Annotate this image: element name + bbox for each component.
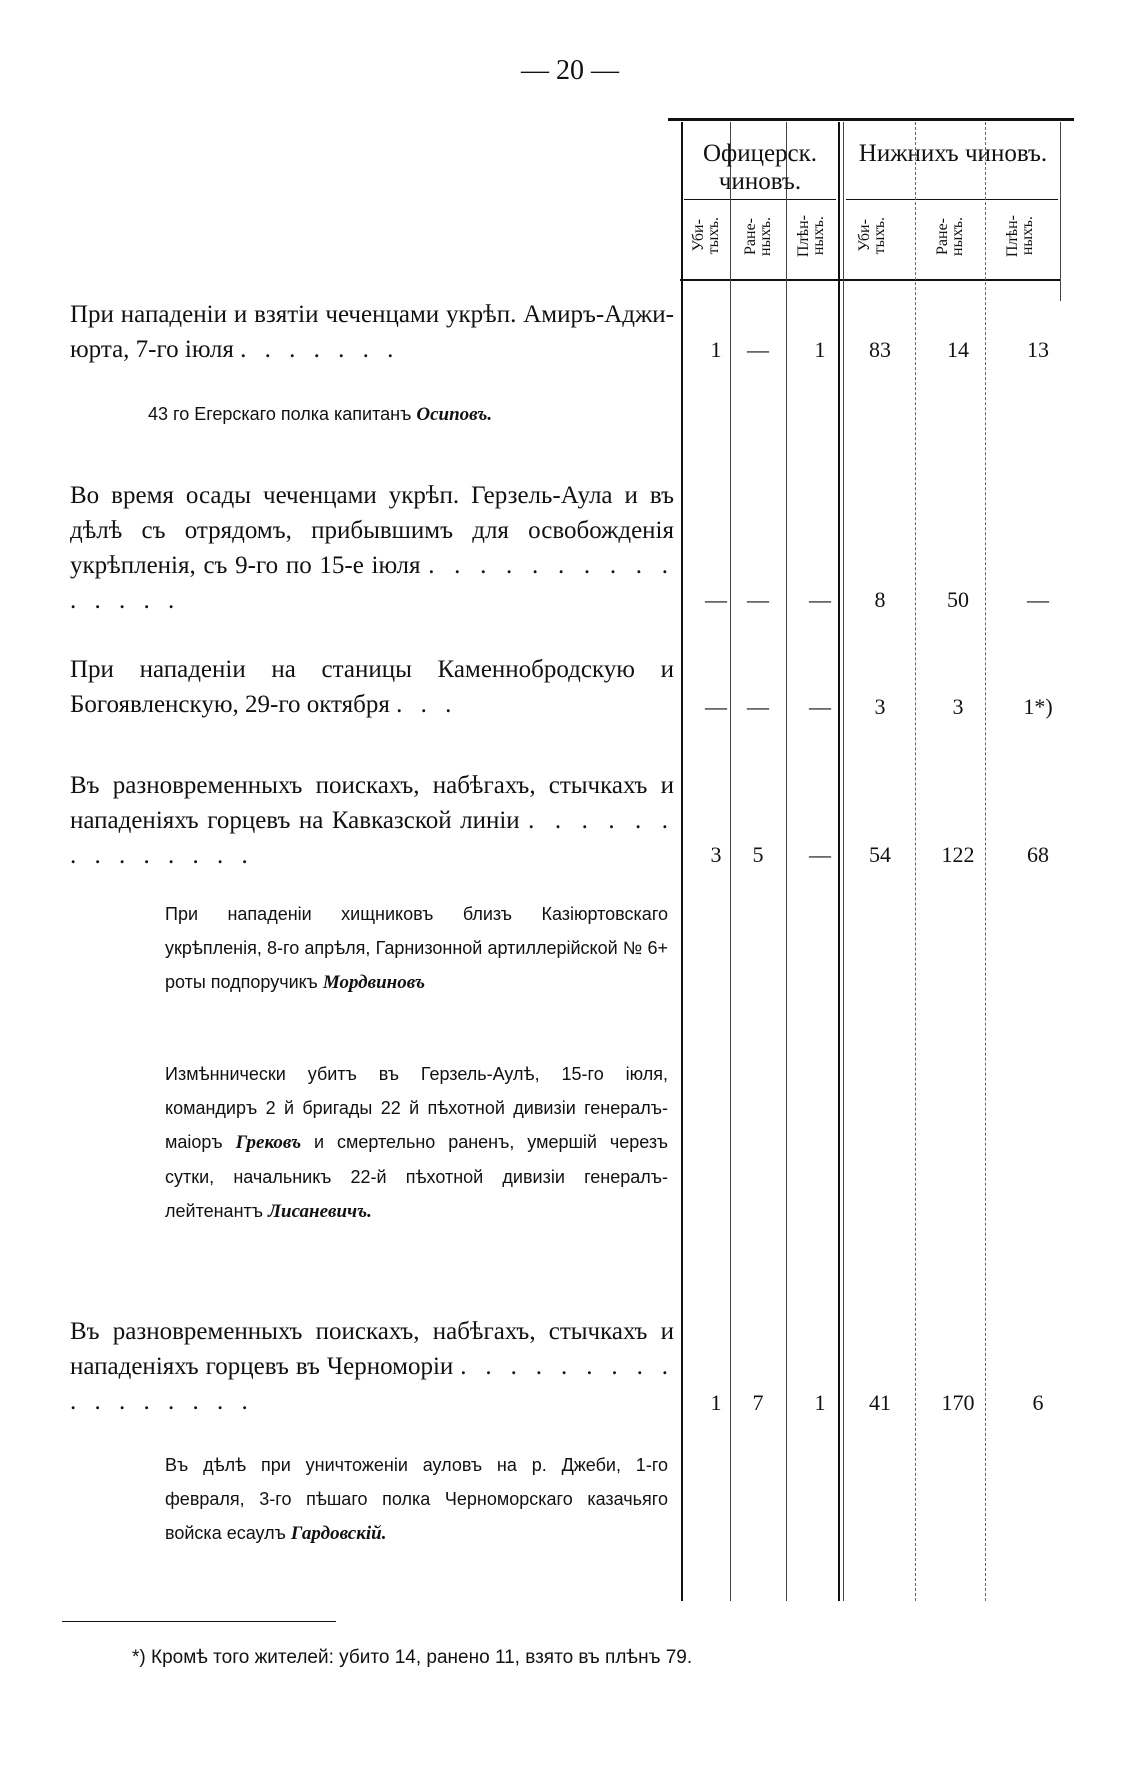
footnote: *) Кромѣ того жителей: убито 14, ранено 11, взято въ плѣнъ 79. (132, 1647, 693, 1668)
row-3-lower-wounded: 3 (952, 694, 964, 719)
note-grekov-lisanevich: Измѣннически убитъ въ Герзель-Аулѣ, 15-го іюля, командиръ 2 й бригады 22 й пѣхотной дивизіи генералъ-маіоръ Грековъ и смертельно раненъ, умершій черезъ сутки, начальникъ 22-й пѣхотной дивизіи генералъ-лейтенантъ Лисаневичъ. (165, 1064, 668, 1222)
row-2-officers-wounded: — (747, 587, 769, 612)
row-5-officers-killed: 1 (710, 1390, 722, 1415)
row-4-lower-wounded: 122 (941, 842, 975, 867)
sub-header-officers-killed: Уби- тыхъ. (690, 217, 722, 255)
row-3-officers-killed: — (705, 694, 727, 719)
row-1-lower-wounded: 14 (947, 337, 969, 362)
row-2-officers-captured: — (809, 587, 831, 612)
row-4-officers-killed: 3 (710, 842, 722, 867)
row-2-lower-captured: — (1027, 587, 1049, 612)
row-4-officers-captured: — (809, 842, 831, 867)
sub-header-officers-captured: Плѣн- ныхъ. (795, 214, 827, 258)
row-3-lower-killed: 3 (874, 694, 886, 719)
row-1-officers-wounded: — (747, 337, 769, 362)
row-1-officers-captured: 1 (814, 337, 826, 362)
table-top-rule (668, 118, 1074, 121)
note-gardovsky: Въ дѣлѣ при уничтоженіи ауловъ на р. Джеби, 1-го февраля, 3-го пѣшаго полка Черноморскаго казачьяго войска есаулъ Гардовскій. (165, 1455, 668, 1544)
row-5-lower-killed: 41 (869, 1390, 891, 1415)
row-5-officers-wounded: 7 (752, 1390, 764, 1415)
row-1-officers-killed: 1 (710, 337, 722, 362)
row-5-lower-captured: 6 (1032, 1390, 1044, 1415)
sub-header-lower-captured: Плѣн- ныхъ. (1004, 214, 1036, 258)
table-left-border (681, 122, 683, 1601)
row-2-lower-killed: 8 (874, 587, 886, 612)
row-4-text: Въ разновременныхъ поискахъ, набѣгахъ, стычкахъ и нападеніяхъ горцевъ на Кавказской линіи . . . . . . . . . . . . . . (70, 772, 675, 869)
row-1-lower-killed: 83 (869, 337, 891, 362)
row-4-officers-wounded: 5 (752, 842, 764, 867)
row-3-officers-captured: — (809, 694, 831, 719)
sub-header-lower-wounded: Ране- ныхъ. (934, 216, 966, 256)
row-3-lower-captured: 1*) (1023, 694, 1053, 719)
note-mordvinov: При нападеніи хищниковъ близъ Казіюртовскаго укрѣпленія, 8-го апрѣля, Гарнизонной артиллерійской № 6+ роты подпоручикъ Мордвиновъ (165, 904, 668, 993)
footnote-rule (62, 1621, 336, 1622)
row-4-lower-captured: 68 (1027, 842, 1049, 867)
table-right-border (1060, 122, 1061, 301)
row-2-lower-wounded: 50 (947, 587, 969, 612)
row-3-officers-wounded: — (747, 694, 769, 719)
row-5-lower-wounded: 170 (941, 1390, 975, 1415)
row-1-text: При нападеніи и взятіи чеченцами укрѣп. Амиръ-Аджи-юрта, 7-го іюля . . . . . . . (70, 301, 674, 363)
row-2-officers-killed: — (705, 587, 727, 612)
sub-header-officers-wounded: Ране- ныхъ. (742, 216, 774, 256)
col-divider-2 (786, 122, 787, 1601)
row-2-text: Во время осады чеченцами укрѣп. Герзель-Аула и въ дѣлѣ съ отрядомъ, прибывшимъ для освобожденія укрѣпленія, съ 9-го по 15-е іюля . . . . . . . . . . . . . . . (70, 482, 675, 614)
note-osipov: 43 го Егерскаго полка капитанъ Осиповъ. (148, 404, 493, 425)
sub-header-lower-killed: Уби- тыхъ. (856, 217, 888, 255)
officers-group-header: Офицерск. чиновъ. (702, 140, 818, 195)
header-bottom-rule (680, 279, 1060, 281)
lower-ranks-group-header: Нижнихъ чиновъ. (858, 140, 1048, 167)
row-5-text: Въ разновременныхъ поискахъ, набѣгахъ, стычкахъ и нападеніяхъ горцевъ въ Черноморіи . . . . . . . . . . . . . . . . . (70, 1318, 675, 1415)
page-number: — 20 — (521, 55, 619, 86)
row-1-lower-captured: 13 (1027, 337, 1049, 362)
row-3-text: При нападеніи на станицы Каменнобродскую и Богоявленскую, 29-го октября . . . (70, 656, 674, 718)
row-4-lower-killed: 54 (869, 842, 891, 867)
row-5-officers-captured: 1 (814, 1390, 826, 1415)
col-divider-4 (915, 122, 916, 1601)
